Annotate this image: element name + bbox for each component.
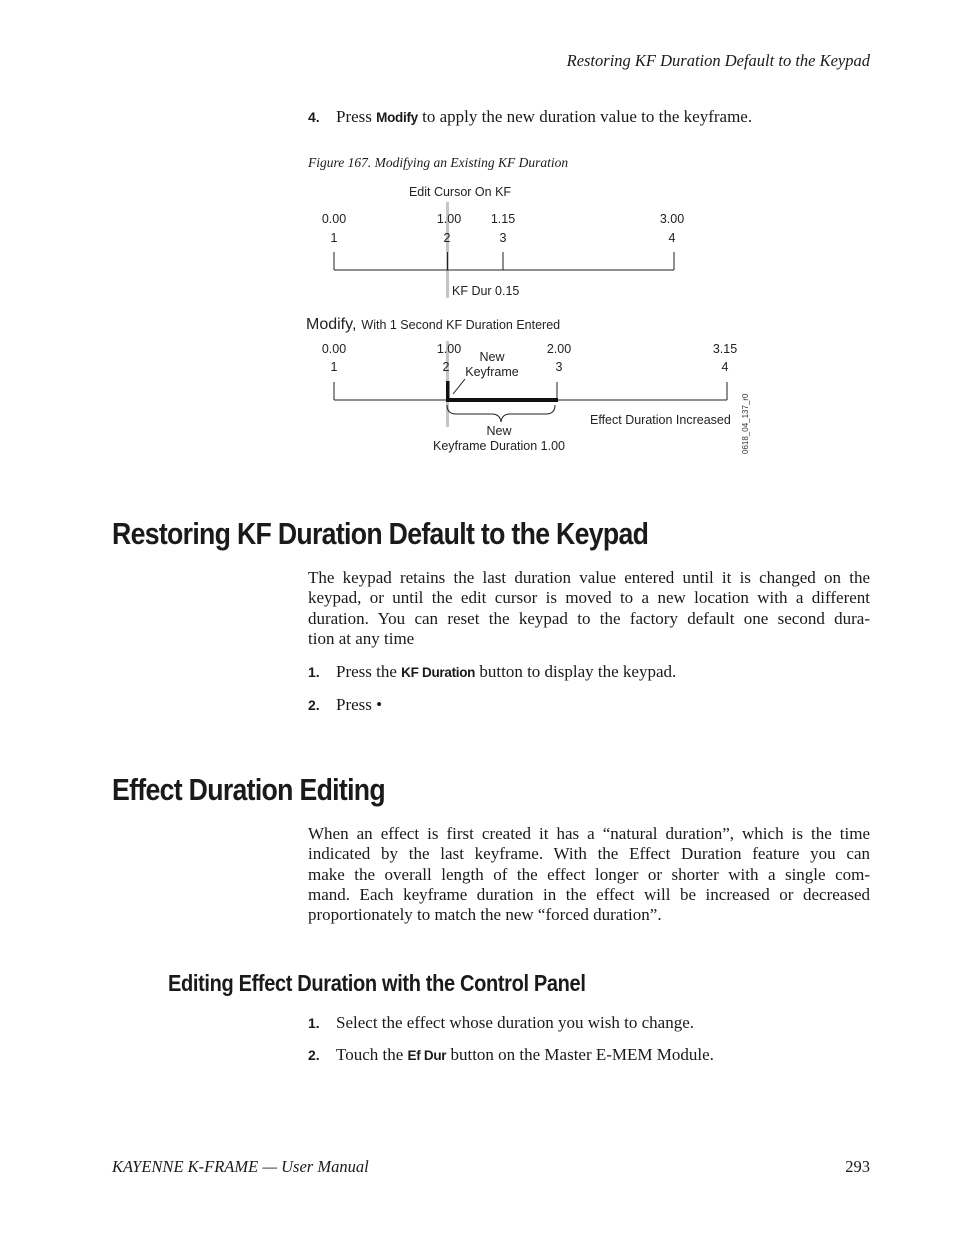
bottom-time-2: 1.00 [436,342,462,356]
heading-restoring-kf-duration: Restoring KF Duration Default to the Keypad [112,516,649,551]
bottom-index-1: 1 [330,360,338,374]
kf-duration-diagram [0,0,954,470]
duration-brace [447,405,555,422]
figure-caption: Figure 167. Modifying an Existing KF Duration [308,155,569,170]
modify-label: Modify, With 1 Second KF Duration Entered [306,316,561,333]
paragraph-line: make the overall length of the effect longer or shorter with a single com- [308,864,870,884]
new-duration-label-2: Keyframe Duration 1.00 [432,439,566,453]
figure-id: 0618_04_137_r0 [741,393,750,454]
new-keyframe-duration-bar [446,398,558,402]
bottom-index-4: 4 [721,360,729,374]
paragraph-line: indicated by the last keyframe. With the Effect Duration feature you can [308,844,870,864]
section1-step-1 [308,662,676,683]
effect-increased-label: Effect Duration Increased [590,413,731,427]
step-text-after: button to display the keypad. [475,662,677,681]
new-keyframe-pointer [453,379,465,394]
step-text: Press • [336,695,383,714]
top-timeline [334,252,674,270]
kf-duration-keyword: KF Duration [401,665,476,680]
paragraph-line: tion at any time [308,628,415,648]
top-time-1: 0.00 [321,212,347,226]
step-number: 1. [308,1015,320,1031]
step-text-after: to apply the new duration value to the keyframe. [417,107,753,126]
top-index-4: 4 [668,231,676,245]
paragraph-line: The keypad retains the last duration value entered until it is changed on the [308,568,870,587]
step-text-after: button on the Master E-MEM Module. [446,1045,714,1064]
edit-cursor-label: Edit Cursor On KF [408,185,512,199]
step-text-before: Press the [336,662,402,681]
page-number: 293 [845,1157,870,1176]
kf-dur-label: KF Dur 0.15 [452,284,520,298]
top-index-1: 1 [330,231,338,245]
footer-title: KAYENNE K-FRAME — User Manual [112,1157,369,1176]
ef-dur-keyword: Ef Dur [407,1048,447,1063]
section1-step-2 [308,695,382,715]
paragraph-line: duration. You can reset the keypad to the factory default one second dura- [308,608,870,628]
heading-editing-effect-duration-control-panel: Editing Effect Duration with the Control Panel [168,970,586,996]
paragraph-line: keypad, or until the edit cursor is moved to a new location with a different [308,588,870,608]
step-text-before: Press [336,107,377,126]
subsection-step-1 [308,1013,694,1033]
running-header: Restoring KF Duration Default to the Keypad [566,51,870,70]
step-number: 4. [308,109,320,125]
bottom-timeline [334,382,727,400]
step-text: Select the effect whose duration you wish to change. [336,1013,694,1032]
top-index-3: 3 [499,231,507,245]
paragraph-line: proportionately to match the new “forced duration”. [308,905,662,925]
bottom-time-3: 2.00 [546,342,572,356]
step-number: 1. [308,664,320,680]
bottom-index-3: 3 [555,360,563,374]
top-time-2: 1.00 [436,212,462,226]
paragraph-line: When an effect is first created it has a “natural duration”, which is the time [308,824,870,843]
bottom-index-2: 2 [442,360,450,374]
step-text-before: Touch the [336,1045,408,1064]
top-index-2: 2 [443,231,451,245]
top-time-4: 3.00 [659,212,685,226]
section2-paragraph [308,824,870,925]
section1-paragraph [308,568,870,649]
step-number: 2. [308,1047,320,1063]
new-duration-label-1: New [486,424,512,438]
bottom-time-1: 0.00 [321,342,347,356]
paragraph-line: mand. Each keyframe duration in the effect will be increased or decreased [308,884,870,904]
subsection-step-2 [308,1045,714,1066]
top-time-3: 1.15 [490,212,516,226]
new-keyframe-label-2: Keyframe [465,365,519,379]
step-number: 2. [308,697,320,713]
heading-effect-duration-editing: Effect Duration Editing [112,772,385,807]
new-keyframe-label-1: New [479,350,505,364]
bottom-time-4: 3.15 [712,342,738,356]
modify-keyword: Modify [376,110,418,125]
